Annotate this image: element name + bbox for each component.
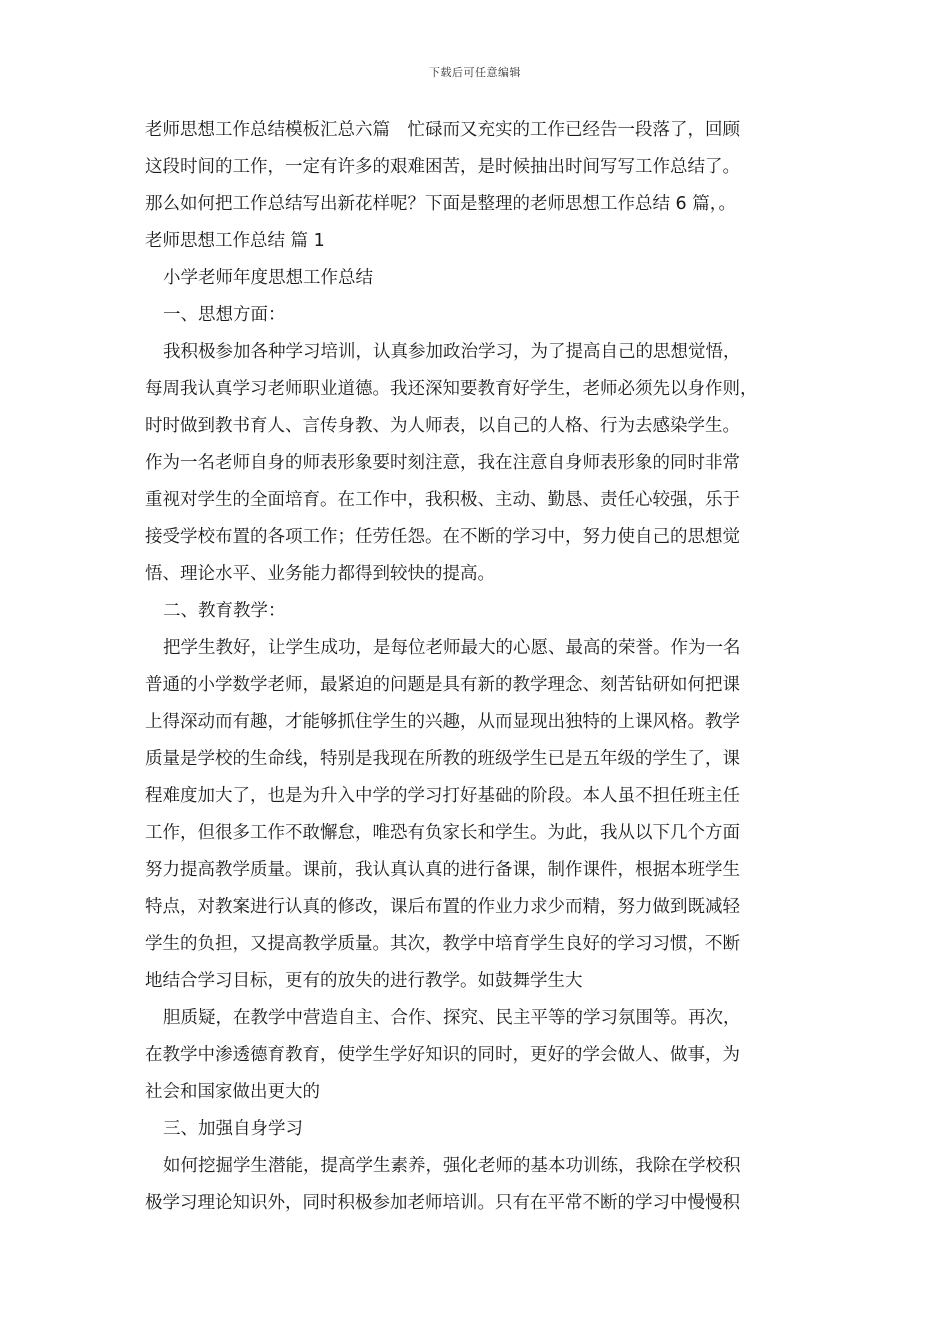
text-line: 努力提高教学质量。课前，我认真认真的进行备课，制作课件，根据本班学生 <box>145 860 740 880</box>
text-line: 这段时间的工作，一定有许多的艰难困苦，是时候抽出时间写写工作总结了。 <box>145 157 740 177</box>
text-line: 那么如何把工作总结写出新花样呢？下面是整理的老师思想工作总结 6 篇，。 <box>145 194 737 214</box>
text-line: 上得深动而有趣，才能够抓住学生的兴趣，从而显现出独特的上课风格。教学 <box>145 712 740 732</box>
text-line: 质量是学校的生命线，特别是我现在所教的班级学生已是五年级的学生了，课 <box>145 749 740 769</box>
text-line: 时时做到教书育人、言传身教、为人师表，以自己的人格、行为去感染学生。 <box>145 416 740 436</box>
text-line: 我积极参加各种学习培训，认真参加政治学习，为了提高自己的思想觉悟， <box>163 342 741 362</box>
text-line: 每周我认真学习老师职业道德。我还深知要教育好学生，老师必须先以身作则， <box>145 379 758 399</box>
text-line: 老师思想工作总结模板汇总六篇 忙碌而又充实的工作已经告一段落了，回顾 <box>145 120 740 140</box>
text-line: 程难度加大了，也是为升入中学的学习打好基础的阶段。本人虽不担任班主任 <box>145 786 740 806</box>
text-line: 在教学中渗透德育教育，使学生学好知识的同时，更好的学会做人、做事，为 <box>145 1045 740 1065</box>
text-line: 如何挖掘学生潜能，提高学生素养，强化老师的基本功训练，我除在学校积 <box>163 1156 741 1176</box>
text-line: 接受学校布置的各项工作；任劳任怨。在不断的学习中，努力使自己的思想觉 <box>145 527 740 547</box>
subheading-teaching: 二、教育教学： <box>163 601 286 621</box>
section-heading: 老师思想工作总结 篇 1 <box>145 231 325 251</box>
text-line: 学生的负担，又提高教学质量。其次，教学中培育学生良好的学习习惯，不断 <box>145 934 740 954</box>
text-line: 胆质疑，在教学中营造自主、合作、探究、民主平等的学习氛围等。再次， <box>163 1008 741 1028</box>
text-line: 悟、理论水平、业务能力都得到较快的提高。 <box>145 564 495 584</box>
page-header: 下载后可任意编辑 <box>429 66 521 79</box>
subheading-thought: 一、思想方面： <box>163 305 286 325</box>
text-line: 工作，但很多工作不敢懈怠，唯恐有负家长和学生。为此，我从以下几个方面 <box>145 823 740 843</box>
text-line: 作为一名老师自身的师表形象要时刻注意，我在注意自身师表形象的同时非常 <box>145 453 740 473</box>
text-line: 把学生教好，让学生成功，是每位老师最大的心愿、最高的荣誉。作为一名 <box>163 638 741 658</box>
subheading-self-study: 三、加强自身学习 <box>163 1119 303 1139</box>
text-line: 极学习理论知识外，同时积极参加老师培训。只有在平常不断的学习中慢慢积 <box>145 1193 740 1213</box>
document-body <box>145 112 810 1222</box>
text-line: 地结合学习目标，更有的放失的进行教学。如鼓舞学生大 <box>145 971 583 991</box>
text-line: 特点，对教案进行认真的修改，课后布置的作业力求少而精，努力做到既减轻 <box>145 897 740 917</box>
article-title: 小学老师年度思想工作总结 <box>163 268 373 288</box>
text-line: 社会和国家做出更大的 <box>145 1082 320 1102</box>
text-line: 普通的小学数学老师，最紧迫的问题是具有新的教学理念、刻苦钻研如何把课 <box>145 675 740 695</box>
text-line: 重视对学生的全面培育。在工作中，我积极、主动、勤恳、责任心较强，乐于 <box>145 490 740 510</box>
